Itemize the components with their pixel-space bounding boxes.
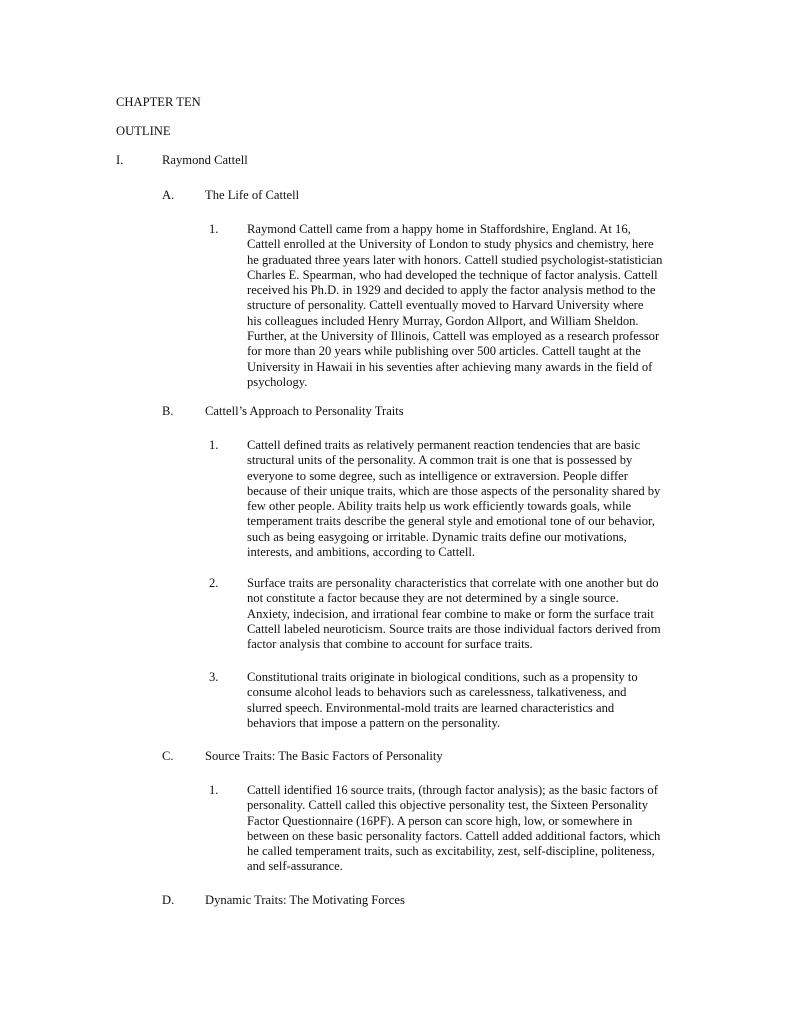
item-number: 1. bbox=[209, 783, 219, 797]
subsection-letter-b: B. bbox=[162, 404, 174, 418]
paragraph-line: for more than 20 years while publishing over 500 articles. Cattell taught at the bbox=[247, 344, 641, 359]
paragraph-line: because of their unique traits, which are those aspects of the personality shared by bbox=[247, 483, 661, 498]
item-paragraph-a1 bbox=[247, 222, 677, 390]
item-number: 3. bbox=[209, 670, 219, 684]
paragraph-line: consume alcohol leads to behaviors such as carelessness, talkativeness, and bbox=[247, 685, 627, 700]
paragraph-line: Constitutional traits originate in biological conditions, such as a propensity to bbox=[247, 670, 638, 684]
paragraph-line: such as being easygoing or irritable. Dynamic traits define our motivations, bbox=[247, 529, 627, 544]
subsection-title-a: The Life of Cattell bbox=[205, 188, 300, 202]
subsection-letter-c: C. bbox=[162, 749, 174, 763]
paragraph-line: temperament traits describe the general style and emotional tone of our behavior, bbox=[247, 514, 655, 529]
item-paragraph-b1 bbox=[247, 438, 677, 560]
paragraph-line: University in Hawaii in his seventies after achieving many awards in the field of bbox=[247, 359, 653, 374]
paragraph-line: between on these basic personality factors. Cattell added additional factors, which bbox=[247, 828, 661, 843]
paragraph-line: he graduated three years later with honors. Cattell studied psychologist-statistician bbox=[247, 252, 663, 267]
paragraph-line: Cattell defined traits as relatively permanent reaction tendencies that are basic bbox=[247, 438, 641, 452]
item-number: 1. bbox=[209, 438, 219, 452]
subsection-title-c: Source Traits: The Basic Factors of Personality bbox=[205, 749, 443, 763]
paragraph-line: factor analysis that combine to account for surface traits. bbox=[247, 637, 533, 652]
paragraph-line: not constitute a factor because they are not determined by a single source. bbox=[247, 591, 619, 606]
paragraph-line: he called temperament traits, such as excitability, zest, self-discipline, politeness, bbox=[247, 844, 655, 859]
paragraph-line: structural units of the personality. A common trait is one that is possessed by bbox=[247, 453, 633, 468]
paragraph-line: Surface traits are personality characteristics that correlate with one another but do bbox=[247, 576, 659, 590]
paragraph-line: his colleagues included Henry Murray, Gordon Allport, and William Sheldon. bbox=[247, 313, 639, 328]
paragraph-line: behaviors that impose a pattern on the personality. bbox=[247, 715, 501, 730]
chapter-heading: CHAPTER TEN bbox=[116, 95, 201, 109]
subsection-letter-d: D. bbox=[162, 893, 175, 907]
subsection-title-d: Dynamic Traits: The Motivating Forces bbox=[205, 893, 405, 907]
paragraph-line: Cattell enrolled at the University of London to study physics and chemistry, here bbox=[247, 237, 654, 252]
paragraph-line: slurred speech. Environmental-mold traits are learned characteristics and bbox=[247, 700, 615, 715]
paragraph-line: personality. Cattell called this objective personality test, the Sixteen Personality bbox=[247, 798, 649, 813]
paragraph-line: Cattell identified 16 source traits, (through factor analysis); as the basic factors of bbox=[247, 783, 658, 797]
section-numeral: I. bbox=[116, 153, 124, 167]
paragraph-line: Anxiety, indecision, and irrational fear combine to make or form the surface trait bbox=[247, 606, 654, 621]
item-paragraph-b3 bbox=[247, 670, 677, 731]
paragraph-line: interests, and ambitions, according to Cattell. bbox=[247, 545, 476, 560]
paragraph-line: received his Ph.D. in 1929 and decided to apply the factor analysis method to the bbox=[247, 283, 656, 298]
item-number: 1. bbox=[209, 222, 219, 236]
section-title: Raymond Cattell bbox=[162, 153, 248, 167]
item-paragraph-b2 bbox=[247, 576, 677, 652]
outline-heading: OUTLINE bbox=[116, 124, 171, 138]
paragraph-line: few other people. Ability traits help us work efficiently towards goals, while bbox=[247, 499, 632, 514]
paragraph-line: structure of personality. Cattell eventually moved to Harvard University where bbox=[247, 298, 644, 313]
paragraph-line: Charles E. Spearman, who had developed the technique of factor analysis. Cattell bbox=[247, 267, 658, 282]
paragraph-line: Cattell labeled neuroticism. Source traits are those individual factors derived from bbox=[247, 621, 661, 636]
item-paragraph-c1 bbox=[247, 783, 677, 875]
paragraph-line: Further, at the University of Illinois, Cattell was employed as a research professor bbox=[247, 329, 660, 344]
subsection-letter-a: A. bbox=[162, 188, 175, 202]
paragraph-line: Factor Questionnaire (16PF). A person can score high, low, or somewhere in bbox=[247, 813, 633, 828]
paragraph-line: everyone to some degree, such as intelligence or extraversion. People differ bbox=[247, 468, 628, 483]
subsection-title-b: Cattell’s Approach to Personality Traits bbox=[205, 404, 404, 418]
paragraph-line: psychology. bbox=[247, 374, 308, 389]
item-number: 2. bbox=[209, 576, 219, 590]
paragraph-line: Raymond Cattell came from a happy home in Staffordshire, England. At 16, bbox=[247, 222, 631, 236]
paragraph-line: and self-assurance. bbox=[247, 859, 343, 874]
